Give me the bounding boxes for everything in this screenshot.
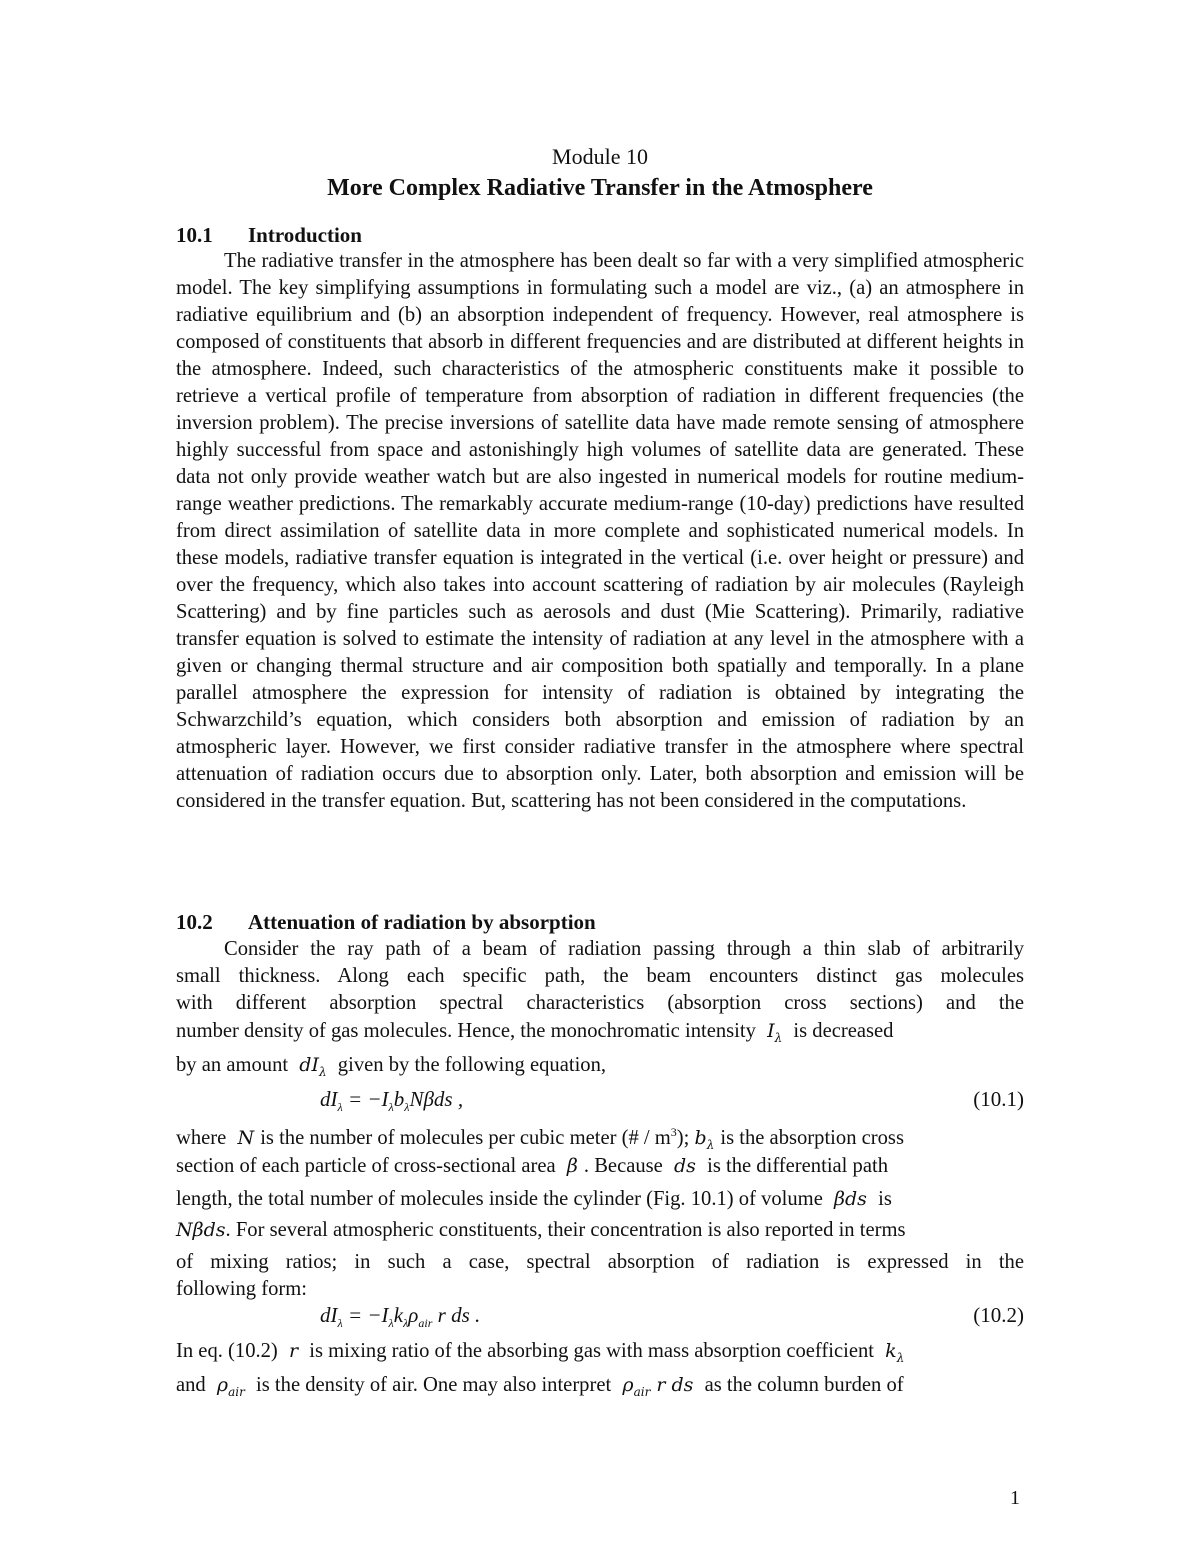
math-symbol: $I_\lambda$ bbox=[761, 1020, 783, 1045]
text-fragment: by an amount bbox=[176, 1054, 289, 1076]
math-symbol: $\rho_{air}$ r ds bbox=[616, 1374, 700, 1399]
text-line bbox=[176, 1372, 1024, 1406]
text-fragment: given by the following equation, bbox=[337, 1054, 607, 1076]
text-line: of mixing ratios; in such a case, spectral absorption of radiation is expressed in the bbox=[176, 1251, 1024, 1273]
text-fragment: is mixing ratio of the absorbing gas with mass absorption coefficient bbox=[309, 1340, 874, 1362]
text-line: with different absorption spectral characteristics (absorption cross sections) and the bbox=[176, 992, 1024, 1014]
section-title: Attenuation of radiation by absorption bbox=[248, 910, 596, 934]
text-fragment: . Because bbox=[583, 1155, 663, 1177]
math-symbol: $k_\lambda$ bbox=[879, 1340, 905, 1365]
math-symbol: Nβds bbox=[176, 1219, 226, 1241]
text-fragment: is the number of molecules per cubic meter (# / m bbox=[260, 1126, 671, 1149]
section-number: 10.2 bbox=[176, 910, 213, 934]
text-fragment: is the differential path bbox=[707, 1155, 889, 1177]
text-line bbox=[176, 1018, 1024, 1052]
text-fragment: length, the total number of molecules inside the cylinder (Fig. 10.1) of volume bbox=[176, 1188, 823, 1210]
math-symbol: $b_\lambda$ bbox=[694, 1126, 715, 1152]
text-fragment: is bbox=[878, 1188, 892, 1210]
text-fragment: where bbox=[176, 1126, 227, 1149]
math-symbol: $dI_\lambda$ bbox=[293, 1054, 327, 1079]
section-heading-attenuation bbox=[176, 909, 596, 936]
text-line: small thickness. Along each specific path, the beam encounters distinct gas molecules bbox=[176, 965, 1024, 987]
module-label: Module 10 bbox=[552, 144, 648, 169]
text-fragment: In eq. (10.2) bbox=[176, 1340, 278, 1362]
text-line bbox=[176, 1186, 1024, 1213]
text-line: where N is the number of molecules per cubic meter (# / $m^3$); $b_\lambda$ is the absorption cross bbox=[176, 1125, 904, 1152]
text-fragment: . For several atmospheric constituents, their concentration is also reported in terms bbox=[225, 1219, 906, 1241]
equation-number: (10.2) bbox=[973, 1303, 1024, 1327]
math-symbol: N bbox=[231, 1126, 261, 1149]
text-fragment: and bbox=[176, 1374, 206, 1396]
math-symbol: β bbox=[560, 1155, 584, 1177]
text-fragment: is the absorption cross bbox=[720, 1126, 904, 1149]
text-line bbox=[176, 1217, 1024, 1244]
text-line bbox=[176, 1338, 1024, 1372]
introduction-paragraph: The radiative transfer in the atmosphere has been dealt so far with a very simplified atmospheric model. The key simplifying assumptions in formulating such a model are viz., (a) an atmosphere in radiative equilibrium and (b) an absorption independent of frequency. However, real atmosphere is composed of constituents that absorb in different frequencies and are distributed at different heights in the atmosphere. Indeed, such characteristics of the atmospheric constituents make it possible to retrieve a vertical profile of temperature from absorption of radiation in different frequencies (the inversion problem). The precise inversions of satellite data have made remote sensing of atmosphere highly successful from space and astonishingly high volumes of satellite data are generated. These data not only provide weather watch but are also ingested in numerical models for routine medium-range weather predictions. The remarkably accurate medium-range (10-day) predictions have resulted from direct assimilation of satellite data in more complete and sophisticated numerical models. In these models, radiative transfer equation is integrated in the vertical (i.e. over height or pressure) and over the frequency, which also takes into account scattering of radiation by air molecules (Rayleigh Scattering) and by fine particles such as aerosols and dust (Mie Scattering). Primarily, radiative transfer equation is solved to estimate the intensity of radiation at any level in the atmosphere with a given or changing thermal structure and air composition both spatially and temporally. In a plane parallel atmosphere the expression for intensity of radiation is obtained by integrating the Schwarzchild’s equation, which considers both absorption and emission of radiation by an atmospheric layer. However, we first consider radiative transfer in the atmosphere where spectral attenuation of radiation occurs due to absorption only. Later, both absorption and emission will be considered in the transfer equation. But, scattering has not been considered in the computations. bbox=[176, 250, 1024, 812]
equation-number: (10.1) bbox=[973, 1087, 1024, 1111]
text-line bbox=[176, 1052, 1024, 1086]
math-symbol: ds bbox=[667, 1155, 702, 1177]
equation-10-2 bbox=[176, 1300, 1024, 1330]
text-fragment: is decreased bbox=[793, 1020, 894, 1042]
text-fragment: section of each particle of cross-sectional area bbox=[176, 1155, 556, 1177]
section-title: Introduction bbox=[248, 223, 362, 247]
page-number: 1 bbox=[1010, 1487, 1020, 1509]
text-line: Consider the ray path of a beam of radiation passing through a thin slab of arbitrarily bbox=[224, 938, 1024, 960]
equation-expression: $dI_\lambda = -I_\lambda b_\lambda N\beta ds$ , bbox=[320, 1087, 464, 1115]
text-fragment: as the column burden of bbox=[704, 1374, 904, 1396]
math-symbol: βds bbox=[828, 1188, 873, 1210]
text-fragment: number density of gas molecules. Hence, the monochromatic intensity bbox=[176, 1020, 756, 1042]
equation-10-1 bbox=[176, 1084, 1024, 1114]
text-fragment: is the density of air. One may also interpret bbox=[256, 1374, 612, 1396]
text-line bbox=[176, 1153, 1024, 1180]
section-number: 10.1 bbox=[176, 223, 213, 247]
equation-expression: $dI_\lambda = -I_\lambda k_\lambda\rho_{air}$ r ds . bbox=[320, 1303, 481, 1331]
math-symbol: r bbox=[282, 1340, 305, 1362]
module-title: More Complex Radiative Transfer in the Atmosphere bbox=[327, 175, 873, 201]
section-heading-introduction bbox=[176, 222, 362, 249]
text-line: following form: bbox=[176, 1278, 307, 1300]
math-symbol: $\rho_{air}$ bbox=[210, 1374, 245, 1399]
